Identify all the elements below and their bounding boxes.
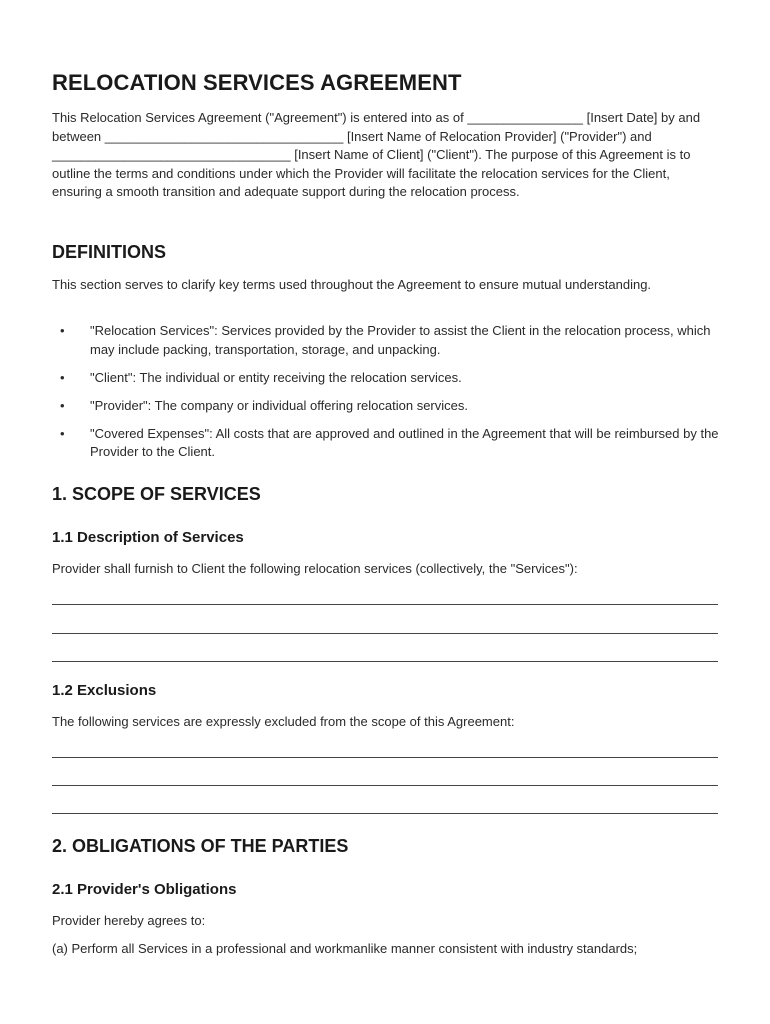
- definition-text: "Client": The individual or entity receiving the relocation services.: [90, 369, 462, 385]
- definition-text: "Relocation Services": Services provided by the Provider to assist the Client in the relocation process, which may include packing, transportation, storage, and unpacking.: [90, 323, 711, 357]
- blank-line: [52, 661, 718, 662]
- section-1-1-text: Provider shall furnish to Client the following relocation services (collectively, the "Services"):: [52, 561, 578, 576]
- list-item: [52, 425, 720, 462]
- section-2-1-text: Provider hereby agrees to:: [52, 913, 206, 928]
- intro-paragraph: This Relocation Services Agreement ("Agreement") is entered into as of ________________ [Insert Date] by and between _________________________________ [Insert Name of Relocation Provider] ("Provider") and _________________________________ [Insert Name of Client] ("Client"). The purpose of this Agreement is to outline the terms and conditions under which the Provider will facilitate the relocation services for the Client, ensuring a smooth transition and adequate support during the relocation process.: [52, 110, 701, 200]
- list-item: [52, 397, 720, 416]
- section-2-1-heading: 2.1 Provider's Obligations: [52, 881, 237, 898]
- bullet-icon: •: [60, 323, 65, 338]
- definition-text: "Provider": The company or individual offering relocation services.: [90, 397, 468, 413]
- list-item: [52, 322, 720, 359]
- bullet-icon: •: [60, 425, 65, 441]
- section-1-2-heading: 1.2 Exclusions: [52, 682, 157, 699]
- definition-text: "Covered Expenses": All costs that are approved and outlined in the Agreement that will be reimbursed by the Provider to the Client.: [90, 425, 719, 460]
- section-1-1-heading: 1.1 Description of Services: [52, 529, 244, 546]
- definitions-list: [52, 322, 720, 471]
- definitions-heading: DEFINITIONS: [52, 242, 167, 262]
- blank-line: [52, 785, 718, 786]
- list-item: [52, 369, 720, 388]
- section-2-1-item-a: (a) Perform all Services in a professional and workmanlike manner consistent with industry standards;: [52, 941, 638, 956]
- definitions-intro: This section serves to clarify key terms used throughout the Agreement to ensure mutual understanding.: [52, 277, 652, 292]
- blank-line: [52, 633, 718, 634]
- section-1-heading: 1. SCOPE OF SERVICES: [52, 484, 261, 504]
- bullet-icon: •: [60, 369, 65, 385]
- blank-line: [52, 757, 718, 758]
- bullet-icon: •: [60, 397, 65, 413]
- document-title: RELOCATION SERVICES AGREEMENT: [52, 70, 462, 95]
- section-2-heading: 2. OBLIGATIONS OF THE PARTIES: [52, 836, 349, 856]
- section-1-2-text: The following services are expressly excluded from the scope of this Agreement:: [52, 714, 515, 729]
- blank-line: [52, 604, 718, 605]
- blank-line: [52, 813, 718, 814]
